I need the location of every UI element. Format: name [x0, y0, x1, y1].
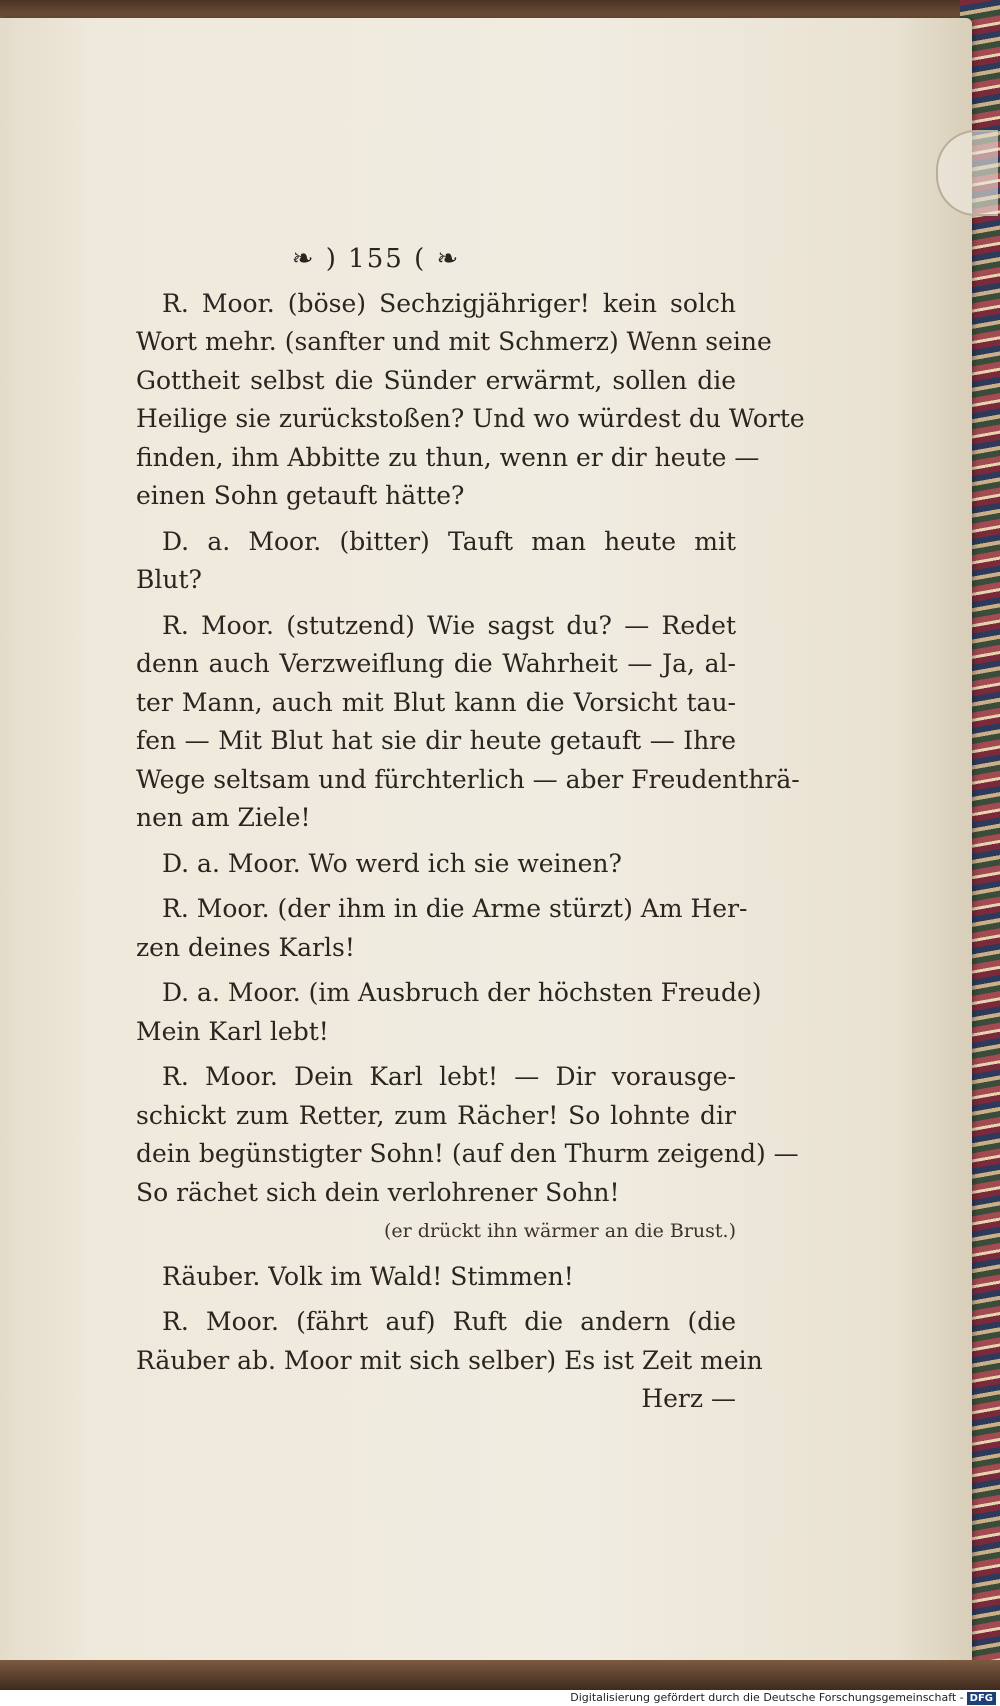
text-line: Blut?	[136, 565, 202, 594]
text-line: dein begünstigter Sohn! (auf den Thurm zeigend) —	[136, 1139, 799, 1168]
text-line: finden, ihm Abbitte zu thun, wenn er dir heute —	[136, 442, 760, 472]
text-line: Wege seltsam und fürchterlich — aber Freudenthrä-	[136, 764, 800, 794]
text-line: R. Moor. (der ihm in die Arme stürzt) Am Her-	[162, 894, 748, 923]
text-line: Räuber. Volk im Wald! Stimmen!	[162, 1261, 574, 1291]
page-text	[136, 240, 805, 1419]
text-line: Räuber ab. Moor mit sich selber) Es ist Zeit mein	[136, 1345, 763, 1375]
text-line: einen Sohn getauft hätte?	[136, 481, 465, 510]
text-line: D. a. Moor. Wo werd ich sie weinen?	[162, 848, 622, 878]
text-line: R. Moor. (fährt auf) Ruft die andern (die	[162, 1307, 736, 1336]
page-number-header: ❧ ) 155 ( ❧	[291, 244, 461, 274]
text-line: nen am Ziele!	[136, 803, 311, 832]
footer-credit: Digitalisierung gefördert durch die Deutsche Forschungsgemeinschaft -	[570, 1691, 964, 1704]
text-line: D. a. Moor. (im Ausbruch der höchsten Freude)	[162, 978, 762, 1007]
text-line: R. Moor. Dein Karl lebt! — Dir vorausge-	[162, 1062, 736, 1091]
text-line: Heilige sie zurückstoßen? Und wo würdest du Worte	[136, 404, 805, 433]
text-line: (er drückt ihn wärmer an die Brust.)	[384, 1220, 736, 1242]
text-line: D. a. Moor. (bitter) Tauft man heute mit	[162, 526, 736, 556]
text-line: Wort mehr. (sanfter und mit Schmerz) Wenn seine	[136, 327, 772, 356]
text-line: Herz —	[641, 1384, 736, 1413]
text-line: schickt zum Retter, zum Rächer! So lohnte dir	[136, 1100, 736, 1130]
text-line: zen deines Karls!	[136, 932, 355, 962]
text-line: Mein Karl lebt!	[136, 1016, 329, 1046]
text-line: R. Moor. (böse) Sechzigjähriger! kein solch	[162, 288, 736, 318]
book-cover-bottom-edge	[0, 1660, 1000, 1690]
dfg-logo: DFG	[967, 1692, 996, 1705]
text-line: Gottheit selbst die Sünder erwärmt, sollen die	[136, 365, 736, 395]
text-line: ter Mann, auch mit Blut kann die Vorsicht tau-	[136, 687, 736, 717]
digitization-footer	[0, 1690, 1000, 1706]
text-line: denn auch Verzweiflung die Wahrheit — Ja, al-	[136, 649, 736, 678]
text-line: R. Moor. (stutzend) Wie sagst du? — Redet	[162, 610, 736, 640]
text-line: fen — Mit Blut hat sie dir heute getauft — Ihre	[136, 726, 736, 755]
text-lines	[136, 285, 805, 1419]
text-line: So rächet sich dein verlohrener Sohn!	[136, 1177, 620, 1207]
